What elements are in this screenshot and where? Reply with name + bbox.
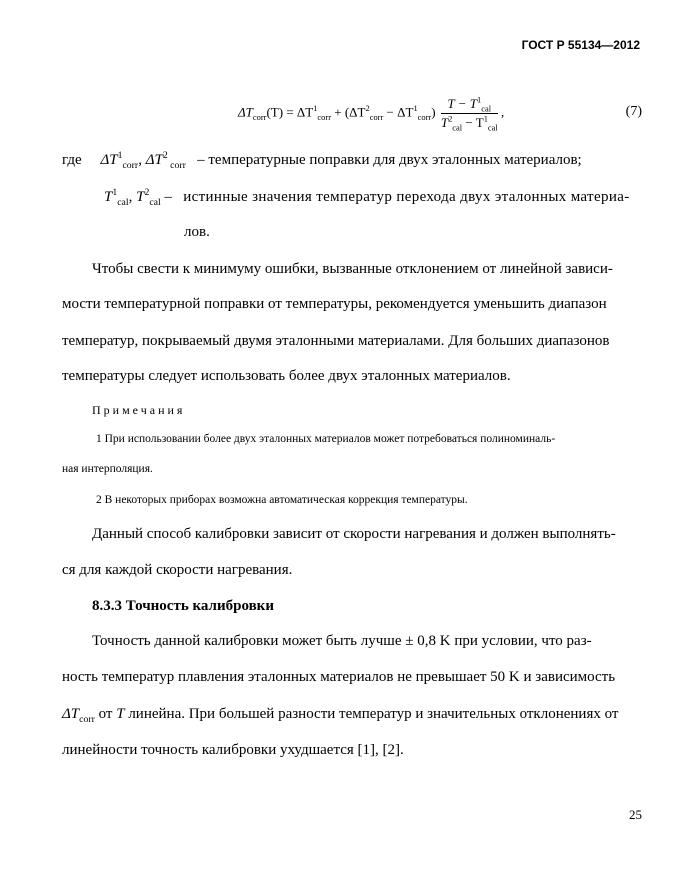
para3-line4: линейности точность калибровки ухудшается [1], [2]. [62, 742, 404, 758]
para2-line1: Данный способ калибровки зависит от скорости нагревания и должен выполнять- [92, 526, 616, 542]
eq-numerator: $T - T^1_{cal}$ [441, 96, 498, 114]
where-line-1: где $\Delta T^1_{corr}$, $\Delta T^2$ $_{corr}$ – температурные поправки для двух эталонных материалов; [62, 150, 582, 171]
para2-line2: ся для каждой скорости нагревания. [62, 562, 293, 578]
where-line-3: лов. [184, 224, 210, 240]
equation-7: $\Delta T_{corr}(T) = \Delta T^1_{corr} + (\Delta T^2_{corr} - \Delta T^1_{corr})$ $\frac{T - T^1_{cal}}{T^2_{cal} - T^1_{cal}}$ , [238, 94, 505, 133]
para3-line1: Точность данной калибровки может быть лучше ± 0,8 K при условии, что раз- [92, 633, 592, 649]
equation-number: (7) [625, 104, 642, 119]
section-heading: 8.3.3 Точность калибровки [92, 598, 274, 614]
para3-line2: ность температур плавления эталонных материалов не превышает 50 K и зависимость [62, 669, 616, 685]
note-1-line1: 1 При использовании более двух эталонных материалов может потребоваться полиноминаль- [96, 433, 556, 445]
notes-title: Примечания [92, 403, 186, 417]
para1-line1: Чтобы свести к минимуму ошибки, вызванные отклонением от линейной зависи- [92, 261, 613, 277]
eq-lhs: ΔT [238, 104, 253, 120]
para1-line2: мости температурной поправки от температуры, рекомендуется уменьшить диапазон [62, 296, 607, 312]
para1-line3: температур, покрываемый двумя эталонными материалами. Для больших диапазонов [62, 333, 610, 349]
standard-header: ГОСТ Р 55134—2012 [521, 38, 640, 52]
eq-fraction [441, 96, 498, 131]
para3-line3: $\Delta T_{corr}$ от T линейна. При большей разности температур и значительных отклонениях от [62, 706, 619, 725]
note-2: 2 В некоторых приборах возможна автоматическая коррекция температуры. [96, 494, 468, 506]
eq-denominator: $T^2_{cal} - T^1_{cal}$ [440, 113, 498, 133]
note-1-line2: ная интерполяция. [62, 463, 153, 475]
para1-line4: температуры следует использовать более двух эталонных материалов. [62, 368, 511, 384]
page-number: 25 [629, 807, 642, 822]
where-line-2: $T^1_{cal}$, $T^2_{cal}$ – истинные значения температур перехода двух эталонных материа- [104, 187, 630, 208]
